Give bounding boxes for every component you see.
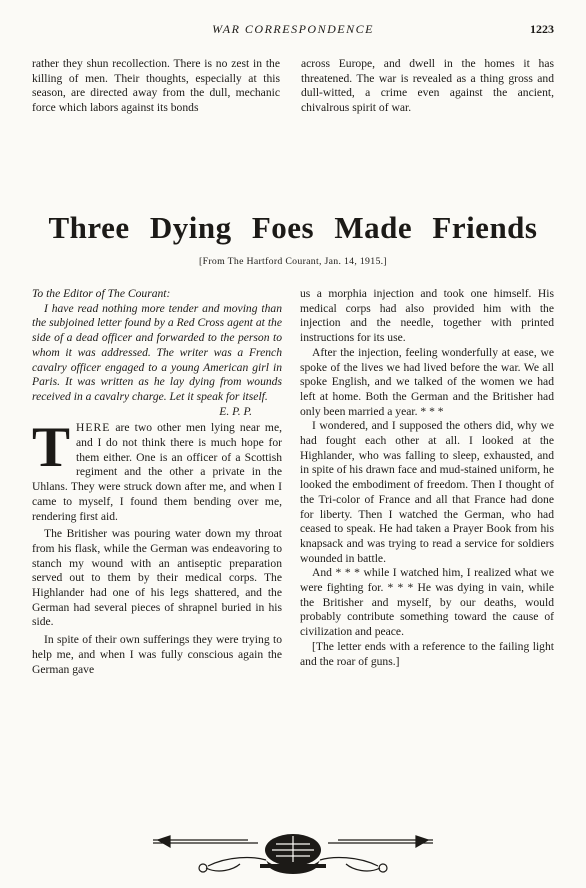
previous-article-left-column <box>32 57 280 116</box>
letter-paragraph-2: The Britisher was pouring water down my throat from his flask, while the German was endeavoring to stanch my wound with an antiseptic preparation served out to them by their medical corps. The Highlander had one of his legs shattered, and the German had several pieces of shrapnel buried in his side. <box>32 527 282 629</box>
letter-paragraph-1-text: are two other men lying near me, and I do not think there is much hope for them either. One is an officer of a Scottish regiment and the other a private in the Uhlans. They were struck down after me, and when I came to myself, I found them bending over me, rendering first aid. <box>32 421 282 523</box>
first-word-rest: HERE <box>76 421 111 435</box>
letter-paragraph-3-start: In spite of their own sufferings they were trying to help me, and when I was fully conscious again the German gave <box>32 633 282 676</box>
letter-paragraph-3-end: us a morphia injection and took one himself. His medical corps had also provided him with the injection and the needle, together with printed instructions for its use. <box>300 287 554 345</box>
editor-intro: I have read nothing more tender and moving than the subjoined letter found by a Red Cross agent at the side of a dead officer and forwarded to the person to whom it was addressed. The writer was a French cavalry officer engaged to a young American girl in Paris. It was written as he lay dying from wounds received in a cavalry charge. Let it speak for itself. <box>32 301 282 403</box>
signature: E. P. P. <box>219 404 252 418</box>
letter-paragraph-4: After the injection, feeling wonderfully at ease, we spoke of the lives we had lived before the war. We all spoke English, and we talked of the women we had left at home. Both the German and the Britisher had only been married a year. * * * <box>300 345 554 418</box>
previous-article-right-column <box>301 57 554 116</box>
letter-paragraph-5: I wondered, and I supposed the others did, why we had fought each other at all. I looked at the Highlander, who was falling to sleep, exhausted, and in spite of his drawn face and mud-stained uniform, he looked the embodiment of freedom. Then I thought of the Tri-color of France and all that France had done for liberty. Then I watched the German, who had ceased to speak. He had taken a Prayer Book from his knapsack and was trying to read a service for soldiers wounded in battle. <box>300 419 554 565</box>
running-title: WAR CORRESPONDENCE <box>212 22 374 36</box>
page-number: 1223 <box>530 22 554 36</box>
tailpiece-ornament <box>148 830 438 878</box>
letter-paragraph-1 <box>32 416 282 524</box>
previous-article-text-left: rather they shun recollection. There is no zest in the killing of men. Their thoughts, especially at this season, are directed away from the dull, mechanic force which labors against its bonds <box>32 57 280 115</box>
salutation: To the Editor of The Courant: <box>32 287 171 300</box>
letter-paragraph-6: And * * * while I watched him, I realized what we were fighting for. * * * He was dying in vain, while the Britisher and myself, by our deaths, would probably contribute something toward the cause of civilization and peace. <box>300 566 554 639</box>
article-right-column <box>300 287 554 669</box>
page-header <box>32 22 554 36</box>
article-source: [From The Hartford Courant, Jan. 14, 1915.] <box>199 256 387 267</box>
article-headline: Three Dying Foes Made Friends <box>48 210 538 245</box>
drop-cap: T <box>32 416 71 480</box>
letter-paragraph-7: [The letter ends with a reference to the failing light and the roar of guns.] <box>300 639 554 668</box>
previous-article-text-right: across Europe, and dwell in the homes it has threatened. The war is revealed as a thing gross and dull-witted, a crime even against the ancient, chivalrous spirit of war. <box>301 57 554 115</box>
article-left-column <box>32 287 282 677</box>
